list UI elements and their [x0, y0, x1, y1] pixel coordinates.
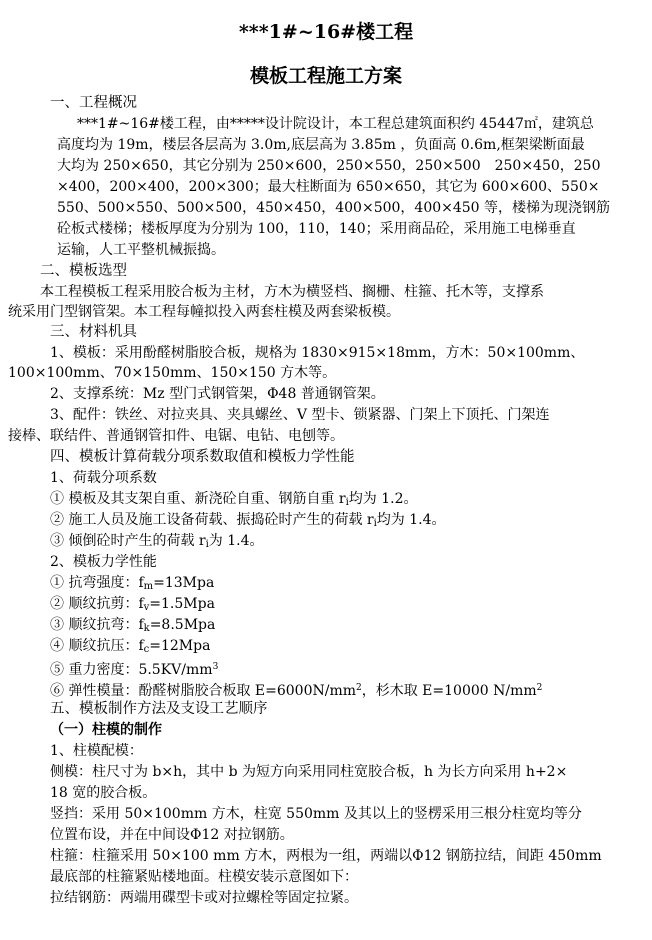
document-subtitle: 模板工程施工方案: [249, 65, 402, 87]
list-item: ③ 顺纹抗弯：$f_k=8.5Mpa$: [50, 617, 216, 634]
list-item: ⑤ 重力密度：$5.5KV/mm^3$: [50, 662, 219, 678]
section-heading-4: 四、模板计算荷载分项系数取值和模板力学性能: [50, 449, 355, 465]
paragraph-line: 接棒、联结件、普通钢管扣件、电锯、电钻、电刨等。: [8, 428, 344, 444]
list-item: ① 模板及其支架自重、新浇砼自重、钢筋自重 $r_i$均为 1.2。: [50, 491, 418, 508]
paragraph-line: 2、支撑系统：Mz 型门式钢管架，Φ48 普通钢管架。: [50, 386, 385, 402]
subheading: 1、柱模配模：: [50, 743, 143, 759]
paragraph-line: 550、500×550、500×500，450×450，400×500，400×450 等，楼梯为现浇钢筋: [57, 200, 611, 216]
section-heading-1: 一、工程概况: [50, 95, 137, 111]
paragraph-line: ***1#~16#楼工程，由*****设计院设计，本工程总建筑面积约 45447㎡，建筑总: [77, 116, 594, 132]
paragraph-line: 18 宽的胶合板。: [50, 785, 157, 801]
list-item: ⑥ 弹性模量：酚醛树脂胶合板取 $E=6000N/mm^2$，杉木取 E=10000 $N/mm^2$: [50, 683, 543, 699]
subheading: 2、模板力学性能: [50, 554, 157, 570]
paragraph-line: 100×100mm、70×150mm、150×150 方木等。: [8, 365, 337, 381]
paragraph-line: 位置布设，并在中间设Φ12 对拉钢筋。: [50, 827, 294, 843]
paragraph-line: 拉结钢筋：两端用碟型卡或对拉螺栓等固定拉紧。: [50, 890, 358, 906]
paragraph-line: 柱箍：柱箍采用 50×100 mm 方木，两根为一组，两端以Φ12 钢筋拉结，间距 450mm: [50, 848, 602, 864]
section-heading-5: 五、模板制作方法及支设工艺顺序: [50, 701, 268, 717]
paragraph-line: 竖挡：采用 50×100mm 方木，柱宽 550mm 及其以上的竖楞采用三根分柱宽均等分: [50, 806, 582, 822]
paragraph-line: 高度均为 19m，楼层各层高为 3.0m,底层高为 3.85m ，负面高 0.6m,框架梁断面最: [57, 137, 585, 153]
paragraph-line: 本工程模板工程采用胶合板为主材，方木为横竖档、搁栅、柱箍、托木等，支撑系: [40, 284, 544, 300]
subheading: 1、荷载分项系数: [50, 470, 157, 486]
paragraph-line: 最底部的柱箍紧贴楼地面。柱模安装示意图如下：: [50, 869, 358, 885]
paragraph-line: 大均为 250×650，其它分别为 250×600，250×550，250×500 250×450，250: [57, 158, 601, 174]
paragraph-line: 1、模板：采用酚醛树脂胶合板，规格为 1830×915×18mm，方木：50×100mm、: [50, 345, 585, 361]
paragraph-line: 侧模：柱尺寸为 b×h，其中 b 为短方向采用同柱宽胶合板，h 为长方向采用 h+2×: [50, 764, 568, 780]
subsection-heading: （一）柱模的制作: [50, 722, 162, 738]
list-item: ② 顺纹抗剪：$f_v=1.5Mpa$: [50, 596, 215, 613]
paragraph-line: 砼板式楼梯；楼板厚度为分别为 100，110，140；采用商品砼，采用施工电梯垂直: [57, 221, 576, 237]
section-heading-3: 三、材料机具: [50, 324, 137, 340]
paragraph-line: 3、配件：铁丝、对拉夹具、夹具螺丝、V 型卡、锁紧器、门架上下顶托、门架连: [50, 407, 550, 423]
list-item: ② 施工人员及施工设备荷载、振捣砼时产生的荷载 $r_i$均为 1.4。: [50, 512, 446, 529]
paragraph-line: ×400，200×400，200×300；最大柱断面为 650×650，其它为 600×600、550×: [57, 179, 600, 195]
list-item: ④ 顺纹抗压：$f_c=12Mpa$: [50, 638, 211, 655]
list-item: ③ 倾倒砼时产生的荷载 $r_i$为 1.4。: [50, 533, 264, 550]
section-heading-2: 二、模板选型: [40, 263, 127, 279]
document-title: ***1#~16#楼工程: [238, 21, 414, 43]
paragraph-line: 运输，人工平整机械振捣。: [57, 242, 225, 258]
paragraph-line: 统采用门型钢管架。本工程每幢拟投入两套柱模及两套梁板模。: [8, 304, 400, 320]
list-item: ① 抗弯强度：$f_m=13Mpa$: [50, 575, 215, 592]
